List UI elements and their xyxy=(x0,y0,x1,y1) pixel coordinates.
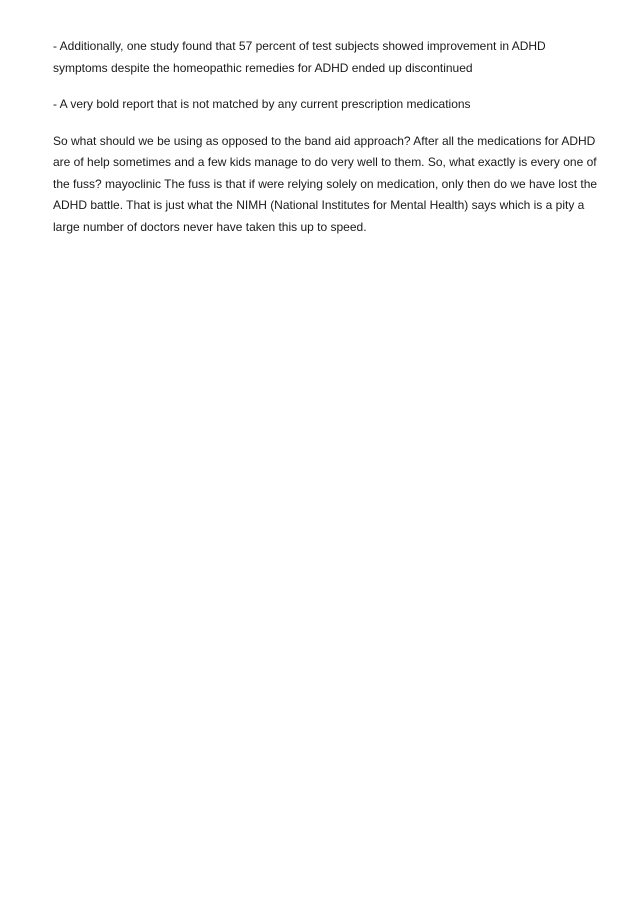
document-body xyxy=(53,36,598,253)
paragraph-bold-report: - A very bold report that is not matched by any current prescription medications xyxy=(53,97,471,111)
paragraph-study-finding: - Additionally, one study found that 57 percent of test subjects showed improvement in ADHD symptoms despite the homeopathic remedies for ADHD ended up discontinued xyxy=(53,39,546,75)
paragraph-band-aid-approach: So what should we be using as opposed to the band aid approach? After all the medications for ADHD are of help sometimes and a few kids manage to do very well to them. So, what exactly is every one of the fuss? mayoclinic The fuss is that if were relying solely on medication, only then do we have lost the ADHD battle. That is just what the NIMH (National Institutes for Mental Health) says which is a pity a large number of doctors never have taken this up to speed. xyxy=(53,133,598,234)
